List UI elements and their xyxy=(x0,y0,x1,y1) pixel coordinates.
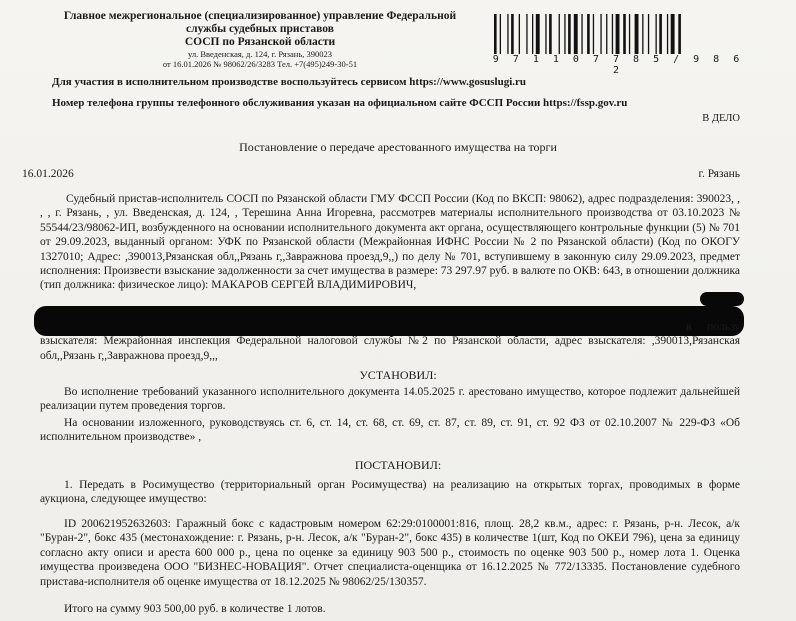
document-city: г. Рязань xyxy=(698,168,740,180)
paragraph-creditor xyxy=(40,320,740,363)
issuer-ref: от 16.01.2026 № 98062/26/3283 Тел. +7(495)249-30-51 xyxy=(162,59,358,69)
heading-ustanovil: УСТАНОВИЛ: xyxy=(359,368,437,382)
paragraph-basis: На основании изложенного, руководствуясь ст. 6, ст. 14, ст. 68, ст. 69, ст. 87, ст. 89, ст. 91, ст. 92 ФЗ от 02.10.2007 № 229-ФЗ «Об исполнительном производстве» , xyxy=(40,417,740,444)
issuer-address: ул. Введенская, д. 124, г. Рязань, 390023 xyxy=(188,49,332,59)
document-title: Постановление о передаче арестованного имущества на торги xyxy=(239,140,557,154)
issuer-header xyxy=(20,10,500,69)
paragraph-property: ID 200621952632603: Гаражный бокс с кадастровым номером 62:29:0100001:816, площ. 28,2 кв.м., адрес: г. Рязань, р-н. Лесок, а/к "Буран-2", бокс 435 (местонахождение: г. Рязань, р-н. Лесок, а/к "Буран-2", бокс 435) в количестве 1(шт, Код по ОКЕИ 796), цена за единицу согласно акту описи и ареста 600 000 р., цена по оценке за единицу 903 500 р., стоимость по оценке 903 500 р., номер лота 1. Оценка имущества произведена ООО "БИЗНЕС-НОВАЦИЯ". Отчет специалиста-оценщика от 16.12.2025 № 772/13335. Постановление судебного пристава-исполнителя об оценке имущества от 18.12.2025 № 98062/25/130357. xyxy=(40,518,740,588)
redaction-mark xyxy=(700,292,744,306)
document-date: 16.01.2026 xyxy=(22,168,74,180)
in-case-stamp: В ДЕЛО xyxy=(702,113,740,124)
paragraph-total: Итого на сумму 903 500,00 руб. в количестве 1 лотов. xyxy=(64,603,326,615)
issuer-org-line3: СОСП по Рязанской области xyxy=(184,36,336,48)
paragraph-ustanovil: Во исполнение требований указанного исполнительного документа 14.05.2025 г. арестовано имущество, которое подлежит дальнейшей реализации путем проведения торгов. xyxy=(40,386,740,413)
issuer-org-line1: Главное межрегиональное (специализированное) управление Федеральной xyxy=(63,10,457,22)
document-barcode xyxy=(492,14,744,54)
phone-notice: Номер телефона группы телефонного обслуживания указан на официальном сайте ФССП России https://fssp.gov.ru xyxy=(52,97,628,109)
paragraph-creditor-text: в пользу взыскателя: Межрайонная инспекция Федеральной налоговой службы №2 по Рязанской области, адрес взыскателя: ,390013,Рязанская обл,,Рязань г,,Завражнова проезд,9,,, xyxy=(40,321,740,362)
gosuslugi-notice: Для участия в исполнительном производстве воспользуйтесь сервисом https://www.gosuslugi.ru xyxy=(52,76,527,88)
issuer-org-line2: службы судебных приставов xyxy=(186,23,334,35)
paragraph-main: Судебный пристав-исполнитель СОСП по Рязанской области ГМУ ФССП России (Код по ВКСП: 98062), адрес подразделения: 390023, , , , г. Рязань, , ул. Введенская, д. 124, , Терешина Анна Игоревна, рассмотрев материалы исполнительного производства от 03.10.2023 № 55544/23/98062-ИП, возбужденного на основании исполнительного документа акт органа, осуществляющего контрольные функции (5) № 701 от 29.09.2023, выданный органом: УФК по Рязанской области (Межрайонная ИФНС России № 2 по Рязанской области) (Код по ОКОГУ 1327010; Адрес: ,390013,Рязанская обл,,Рязань г,,Завражнова проезд,9,,) по делу № 701, вступившему в законную силу 29.09.2023, предмет исполнения: Произвести взыскание задолженности за счет имущества в размере: 73 297.97 руб. в валюте по ОКВ: 643, в отношении должника (тип должника: физическое лицо): МАКАРОВ СЕРГЕЙ ВЛАДИМИРОВИЧ, xyxy=(40,193,741,292)
heading-postanovil: ПОСТАНОВИЛ: xyxy=(354,458,442,472)
paragraph-item1: 1. Передать в Росимущество (территориальный орган Росимущества) на реализацию на открытых торгах, проводимых в форме аукциона, следующее имущество: xyxy=(40,479,740,506)
barcode-number: 9 7 1 1 0 7 7 8 5 / 9 8 6 2 xyxy=(492,54,744,76)
